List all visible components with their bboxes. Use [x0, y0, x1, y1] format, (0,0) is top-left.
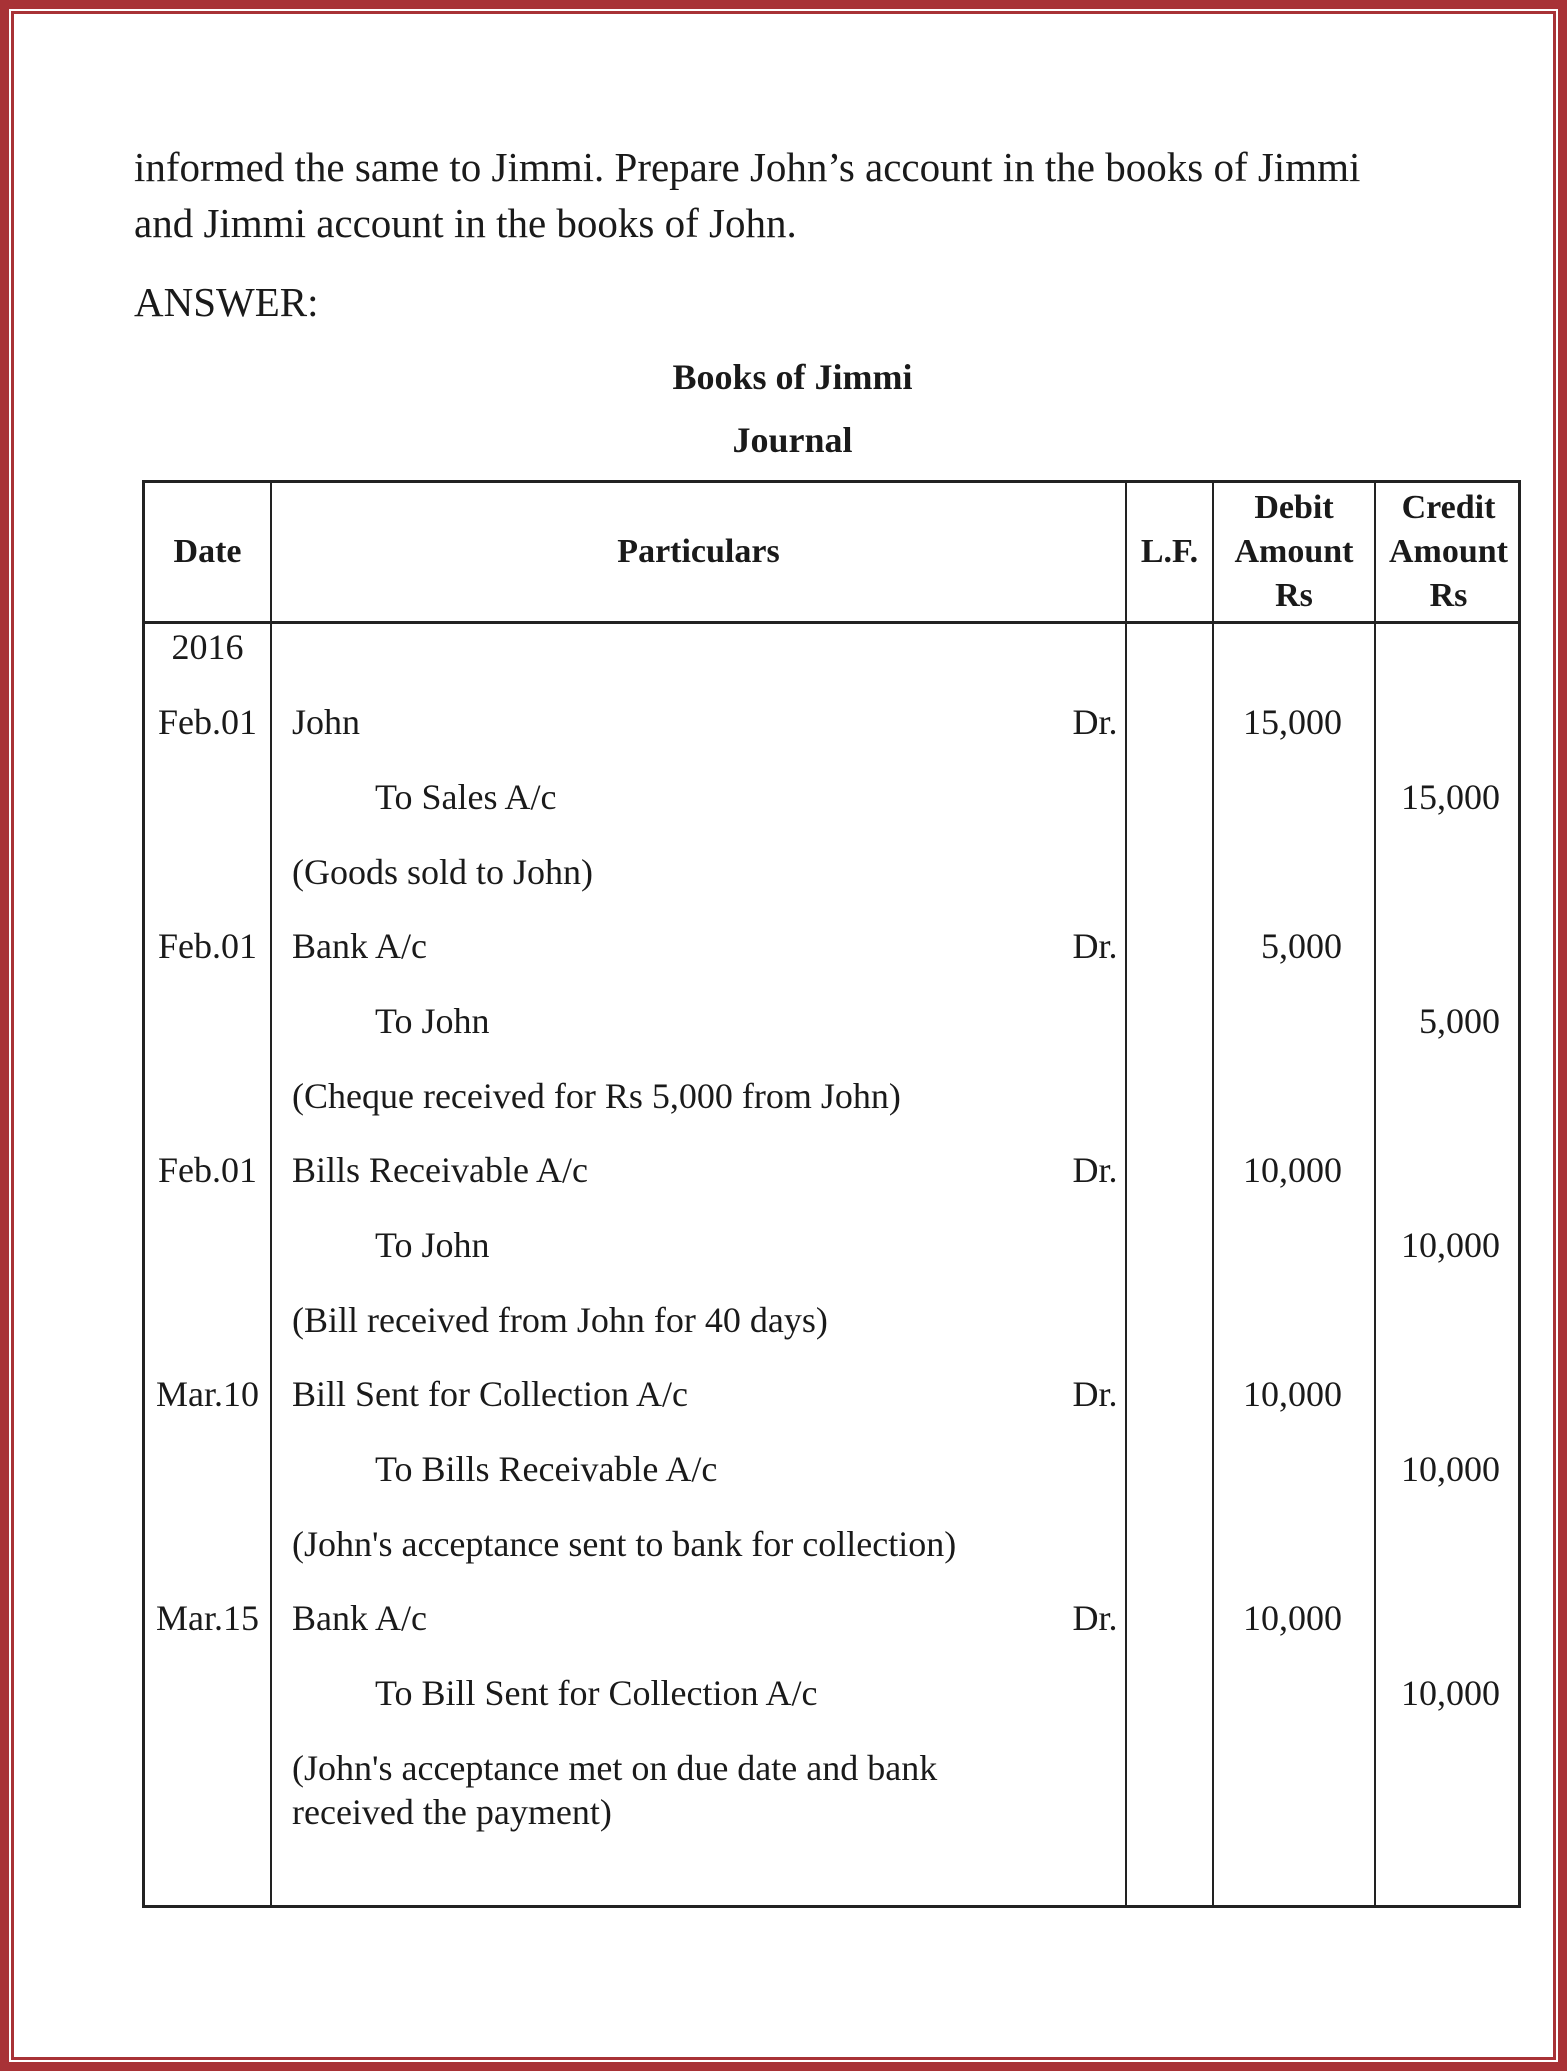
header-lf: L.F. [1140, 533, 1199, 570]
entry-date: Feb.01 [158, 1150, 257, 1190]
header-debit-amount [1214, 483, 1374, 621]
dr-label: Dr. [1072, 702, 1118, 742]
answer-label: ANSWER: [134, 279, 319, 325]
debit-amount: 10,000 [1243, 1374, 1342, 1414]
header-debit-line: Debit [1254, 489, 1334, 526]
credit-amount: 10,000 [1401, 1449, 1500, 1489]
credit-account: To Sales A/c [375, 777, 557, 817]
header-credit-line: Rs [1429, 577, 1468, 614]
book-title: Books of Jimmi [672, 357, 913, 397]
dr-label: Dr. [1072, 1374, 1118, 1414]
header-date: Date [173, 533, 242, 570]
credit-amount: 5,000 [1419, 1001, 1500, 1041]
header-particulars: Particulars [617, 533, 780, 570]
credit-account: To John [375, 1001, 490, 1041]
narration: (Goods sold to John) [292, 852, 594, 892]
header-credit-amount [1376, 483, 1521, 621]
narration: (Cheque received for Rs 5,000 from John) [292, 1076, 901, 1116]
debit-account: John [292, 702, 361, 742]
debit-account: Bill Sent for Collection A/c [292, 1374, 688, 1414]
header-divider [145, 621, 1518, 624]
credit-account: To Bills Receivable A/c [375, 1449, 718, 1489]
question-line-1: informed the same to Jimmi. Prepare John’s account in the books of Jimmi [134, 144, 1361, 190]
column-divider [270, 483, 272, 1905]
journal-title: Journal [732, 420, 853, 460]
entry-date: Mar.10 [156, 1374, 259, 1414]
question-text [134, 139, 1514, 251]
credit-amount: 15,000 [1401, 777, 1500, 817]
debit-amount: 10,000 [1243, 1598, 1342, 1638]
credit-account: To Bill Sent for Collection A/c [375, 1673, 818, 1713]
dr-label: Dr. [1072, 926, 1118, 966]
debit-account: Bank A/c [292, 1598, 427, 1638]
narration: (Bill received from John for 40 days) [292, 1300, 828, 1340]
header-credit-line: Credit [1401, 489, 1496, 526]
credit-amount: 10,000 [1401, 1673, 1500, 1713]
dr-label: Dr. [1072, 1598, 1118, 1638]
debit-amount: 10,000 [1243, 1150, 1342, 1190]
header-debit-line: Amount [1234, 533, 1354, 570]
credit-account: To John [375, 1225, 490, 1265]
entry-date: Feb.01 [158, 926, 257, 966]
credit-amount: 10,000 [1401, 1225, 1500, 1265]
year-label: 2016 [171, 627, 244, 667]
debit-amount: 15,000 [1243, 702, 1342, 742]
narration: (John's acceptance sent to bank for collection) [292, 1524, 957, 1564]
debit-account: Bank A/c [292, 926, 427, 966]
header-credit-line: Amount [1388, 533, 1509, 570]
column-divider [1212, 483, 1214, 1905]
debit-account: Bills Receivable A/c [292, 1150, 588, 1190]
journal-table [142, 480, 1521, 1908]
debit-amount: 5,000 [1261, 926, 1342, 966]
dr-label: Dr. [1072, 1150, 1118, 1190]
entry-date: Mar.15 [156, 1598, 259, 1638]
narration: (John's acceptance met on due date and bank received the payment) [292, 1748, 938, 1832]
header-debit-line: Rs [1275, 577, 1313, 614]
column-divider [1125, 483, 1127, 1905]
question-line-2: and Jimmi account in the books of John. [134, 200, 797, 246]
entry-date: Feb.01 [158, 702, 257, 742]
